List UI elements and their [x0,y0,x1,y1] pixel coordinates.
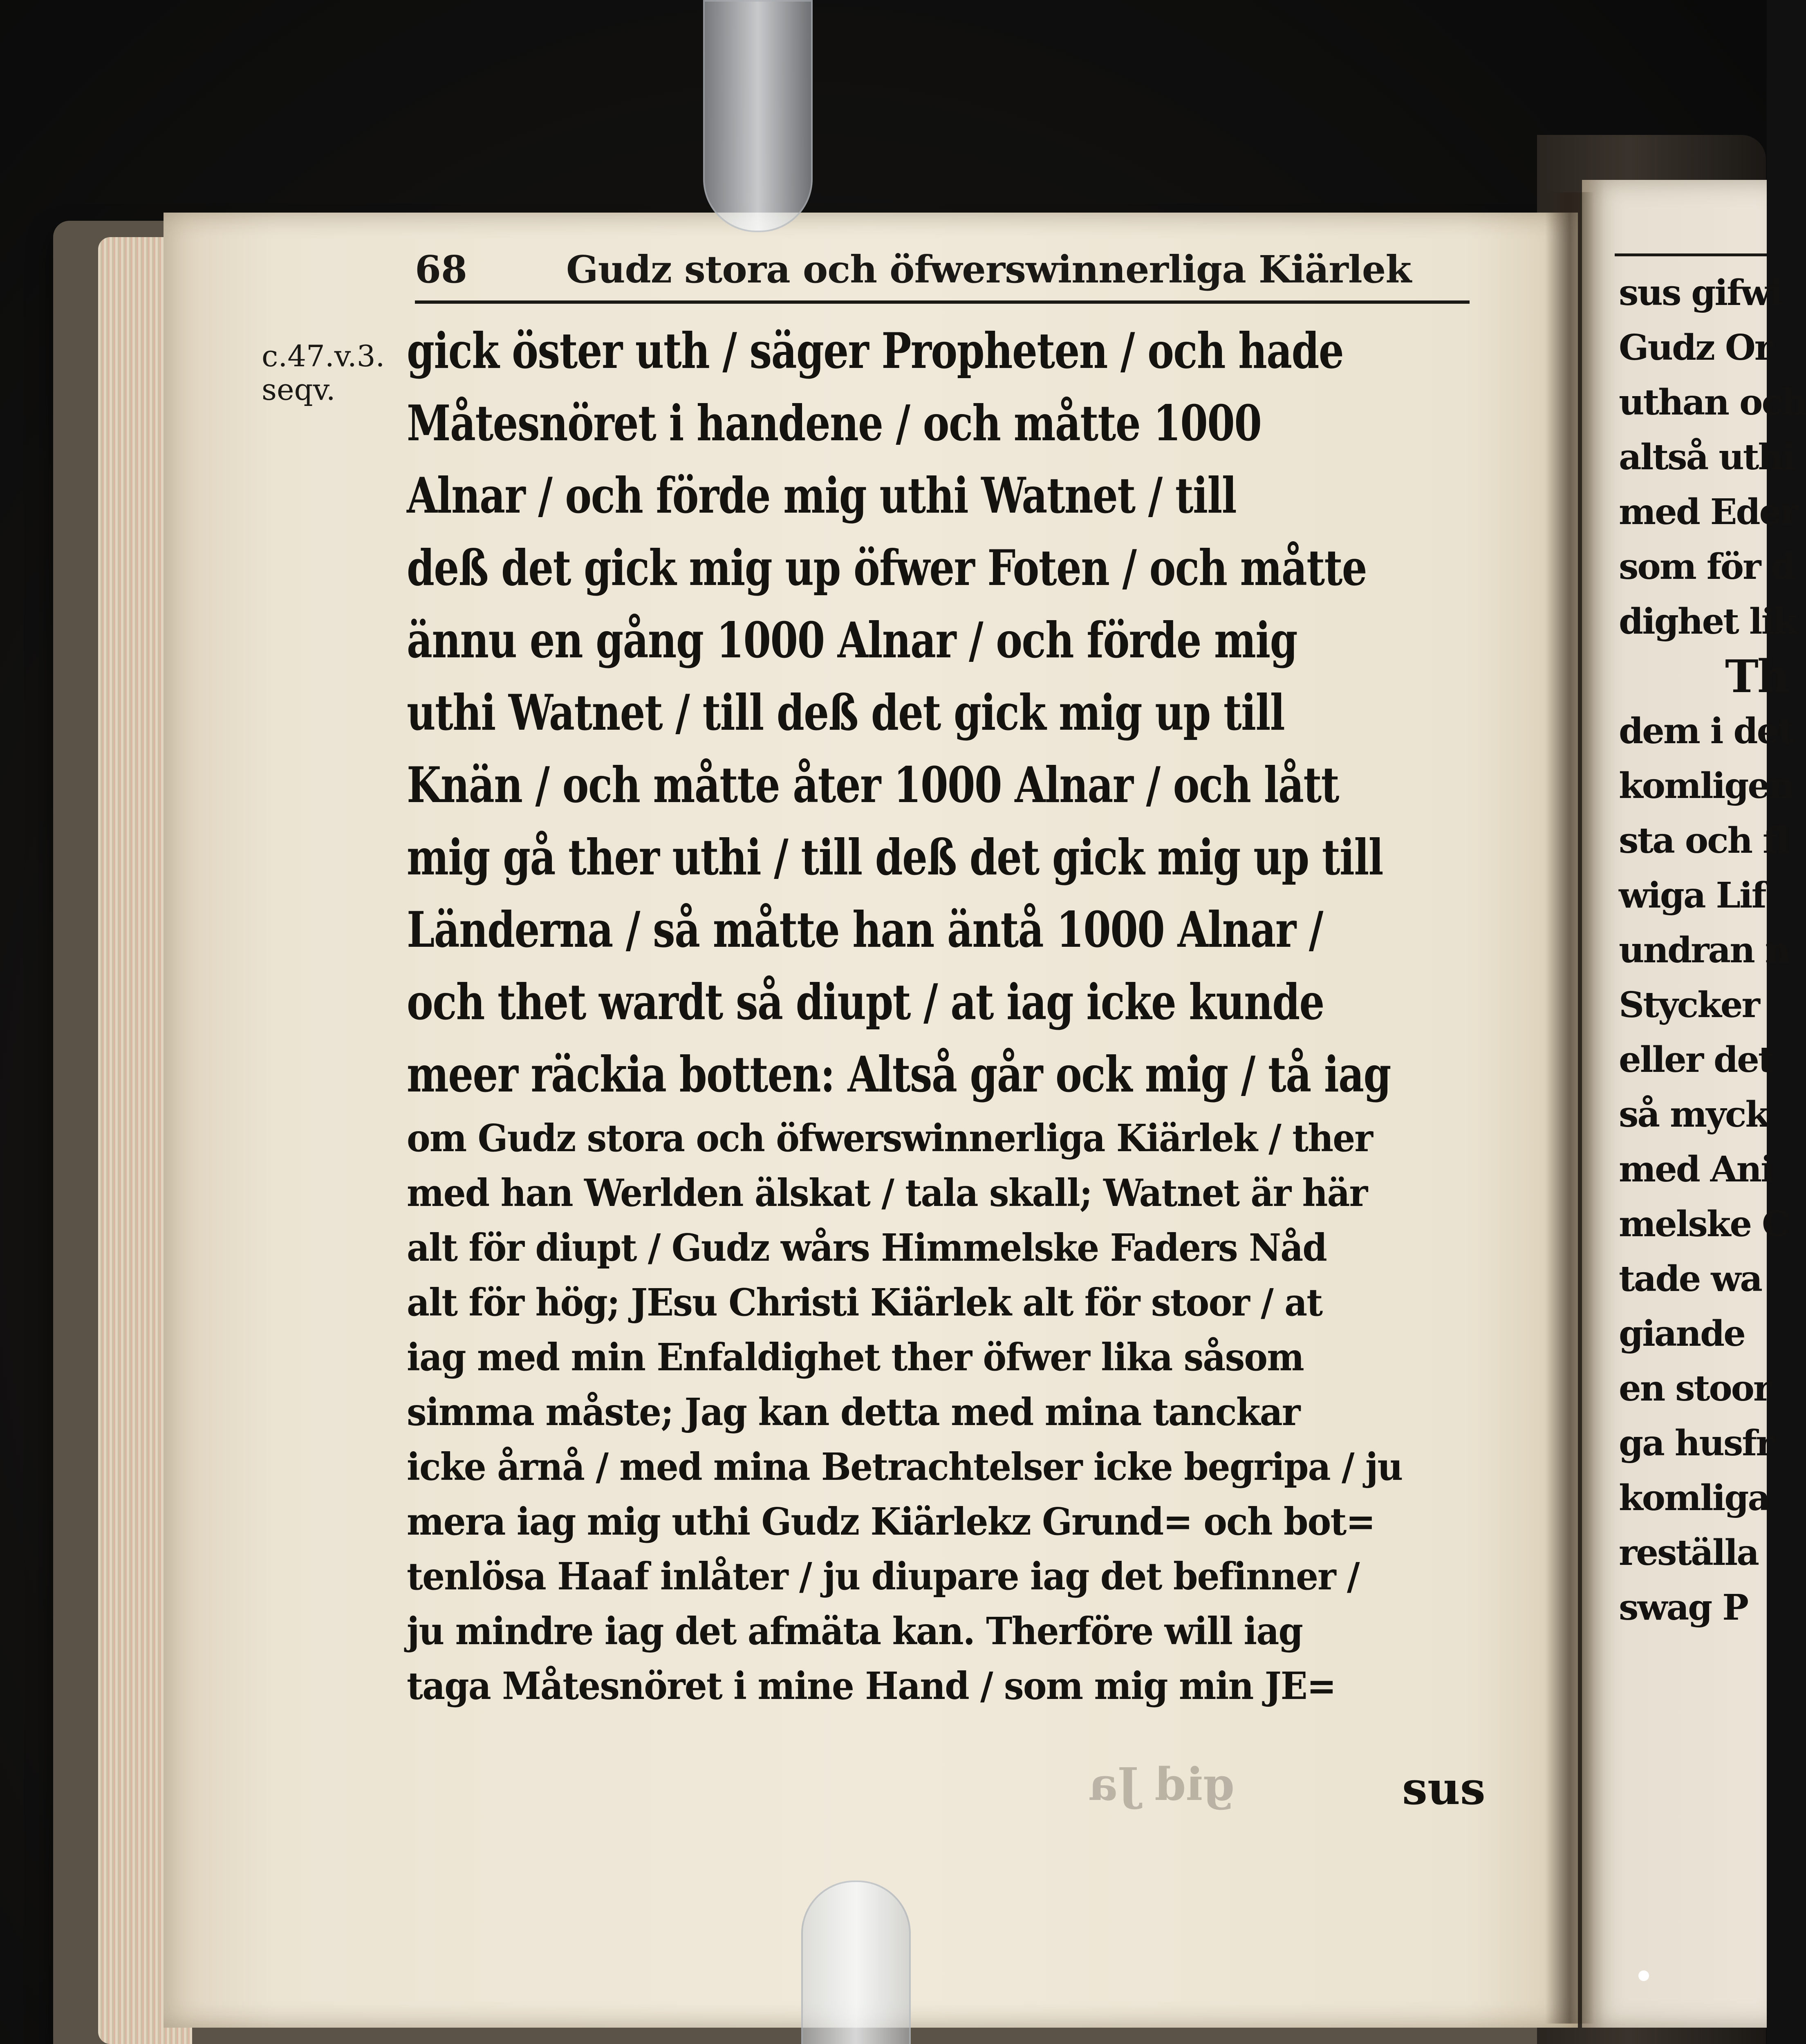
right-text-line: tade wa [1619,1258,1761,1300]
page-number: 68 [415,247,468,291]
text-line: icke årnå / med mina Betrachtelser icke begripa / ju [407,1445,1403,1489]
text-line: gick öster uth / säger Propheten / och hade [407,322,1344,380]
right-page-head-rule [1615,253,1767,256]
right-text-line: undran n [1619,930,1790,971]
right-text-line: dem i det [1619,710,1793,752]
right-text-line: Stycker [1619,984,1759,1026]
right-text-line: reställa [1619,1532,1758,1573]
right-text-line: så myck [1619,1094,1768,1135]
right-text-line: med Ani [1619,1149,1773,1190]
marginal-note-line: c.47.v.3. [262,339,385,373]
right-text-line: Gudz Or [1619,327,1772,368]
text-line: deß det gick mig up öfwer Foten / och måtte [407,539,1367,597]
right-text-line: med Eder [1619,491,1798,533]
show-through-text: gid Ja [1088,1758,1235,1811]
right-text-line: sta och fl [1619,820,1789,861]
right-text-line: Th [1725,650,1789,703]
right-text-line: en stoor [1619,1368,1771,1409]
right-page-text [1619,266,1806,1635]
text-line: ju mindre iag det afmäta kan. Therföre will iag [407,1609,1303,1653]
running-head [415,239,1470,304]
right-text-line: uthan och [1619,382,1806,423]
right-text-line: swag P [1619,1587,1748,1628]
text-line: Alnar / och förde mig uthi Watnet / till [407,467,1237,524]
text-line: och thet wardt så diupt / at iag icke kunde [407,973,1324,1031]
text-line: simma måste; Jag kan detta med mina tanckar [407,1390,1300,1434]
text-line: Knän / och måtte åter 1000 Alnar / och lått [407,756,1339,814]
right-text-line: altså uthi [1619,437,1795,478]
page-clip-bottom [801,1880,911,2044]
marginal-note [262,339,409,406]
text-line: taga Måtesnöret i mine Hand / som mig min JE= [407,1664,1336,1708]
right-text-line: dighet lik [1619,601,1797,642]
text-line: ännu en gång 1000 Alnar / och förde mig [407,612,1297,669]
right-text-line: wiga Lif [1619,875,1766,916]
right-text-line: sus gifwi [1619,272,1782,314]
book-gutter [1545,192,1594,2024]
page-clip-top [703,0,813,232]
text-line: tenlösa Haaf inlåter / ju diupare iag det befinner / [407,1554,1359,1598]
running-head-title: Gudz stora och öfwerswinnerliga Kiärlek [566,247,1412,291]
text-line: iag med min Enfaldighet ther öfwer lika såsom [407,1335,1304,1379]
text-line: om Gudz stora och öfwerswinnerliga Kiärlek / ther [407,1116,1373,1160]
text-line: alt för diupt / Gudz wårs Himmelske Faders Nåd [407,1226,1326,1270]
right-text-line: giande [1619,1313,1745,1354]
right-text-line: ga husfr [1619,1423,1773,1464]
right-text-line: som för d [1619,546,1795,587]
right-text-line: komligen [1619,765,1793,807]
text-line: Länderna / så måtte han äntå 1000 Alnar / [407,901,1323,959]
marginal-note-line: seqv. [262,372,336,407]
text-line: mera iag mig uthi Gudz Kiärlekz Grund= och bot= [407,1499,1375,1544]
dust-speck [1638,1970,1649,1981]
body-text [407,315,1478,1713]
catchword: sus [1402,1762,1486,1815]
right-text-line: eller det [1619,1039,1773,1080]
right-text-line: melske C [1619,1204,1789,1245]
right-text-line: komliga [1619,1477,1770,1519]
text-line: med han Werlden älskat / tala skall; Watnet är här [407,1171,1367,1215]
text-line: meer räckia botten: Altså går ock mig / tå iag [407,1046,1391,1103]
text-line: alt för hög; JEsu Christi Kiärlek alt för stoor / at [407,1280,1322,1325]
text-line: mig gå ther uthi / till deß det gick mig up till [407,829,1383,886]
text-line: Måtesnöret i handene / och måtte 1000 [407,394,1262,452]
text-line: uthi Watnet / till deß det gick mig up till [407,684,1285,742]
